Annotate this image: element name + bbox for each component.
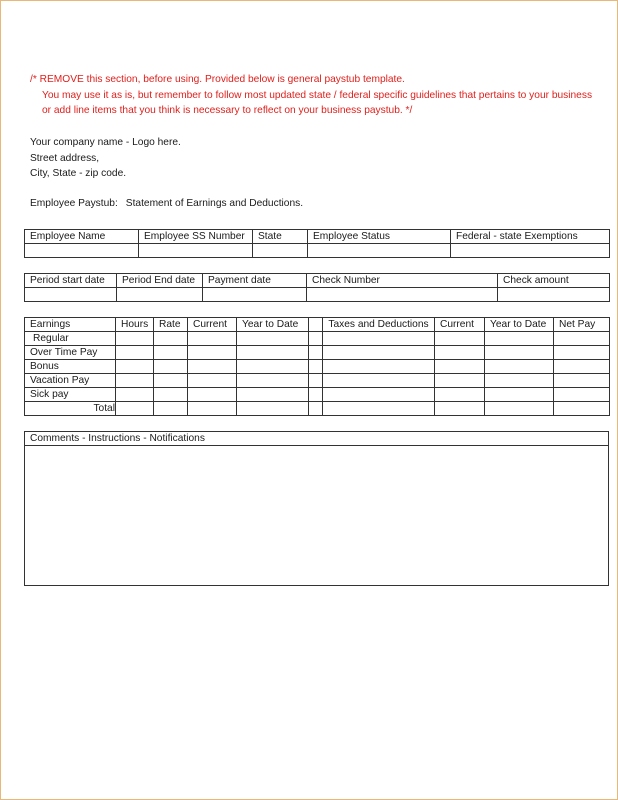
employee-ss-header: Employee SS Number (139, 230, 253, 244)
earnings-row-bonus (25, 360, 610, 374)
hours-header: Hours (116, 318, 154, 332)
current-cell[interactable] (188, 374, 237, 388)
net-pay-cell[interactable] (554, 374, 610, 388)
tax-current-header: Current (435, 318, 485, 332)
employee-ss-cell[interactable] (139, 244, 253, 258)
remove-notice (30, 72, 610, 119)
ytd-header: Year to Date (237, 318, 309, 332)
hours-cell[interactable] (116, 346, 154, 360)
net-pay-cell[interactable] (554, 360, 610, 374)
employee-table (24, 229, 610, 258)
hours-cell[interactable] (116, 388, 154, 402)
employee-status-cell[interactable] (308, 244, 451, 258)
tax-ytd-cell[interactable] (485, 388, 554, 402)
rate-cell[interactable] (154, 402, 188, 416)
exemptions-cell[interactable] (451, 244, 610, 258)
current-cell[interactable] (188, 402, 237, 416)
comments-body[interactable] (25, 446, 608, 584)
period-start-cell[interactable] (25, 288, 117, 302)
ytd-cell[interactable] (237, 374, 309, 388)
tax-ytd-cell[interactable] (485, 332, 554, 346)
employee-name-cell[interactable] (25, 244, 139, 258)
ytd-cell[interactable] (237, 360, 309, 374)
net-pay-header: Net Pay (554, 318, 610, 332)
check-number-cell[interactable] (307, 288, 498, 302)
spacer-cell (309, 402, 323, 416)
earnings-row-overtime (25, 346, 610, 360)
row-label-vacation: Vacation Pay (25, 374, 116, 388)
check-amount-cell[interactable] (498, 288, 610, 302)
state-header: State (253, 230, 308, 244)
current-header: Current (188, 318, 237, 332)
rate-cell[interactable] (154, 346, 188, 360)
current-cell[interactable] (188, 346, 237, 360)
payment-date-cell[interactable] (203, 288, 307, 302)
spacer-header (309, 318, 323, 332)
row-label-bonus: Bonus (25, 360, 116, 374)
tax-cell[interactable] (323, 388, 435, 402)
spacer-cell (309, 332, 323, 346)
earnings-table (24, 317, 610, 416)
tax-cell[interactable] (323, 402, 435, 416)
earnings-header: Earnings (25, 318, 116, 332)
notice-line-3: or add line items that you think is necessary to reflect on your business paystub. */ (42, 105, 413, 117)
paystub-title (30, 198, 303, 209)
rate-cell[interactable] (154, 332, 188, 346)
rate-header: Rate (154, 318, 188, 332)
taxes-header: Taxes and Deductions (323, 318, 435, 332)
comments-header: Comments - Instructions - Notifications (25, 432, 608, 446)
check-number-header: Check Number (307, 274, 498, 288)
state-cell[interactable] (253, 244, 308, 258)
rate-cell[interactable] (154, 388, 188, 402)
tax-current-cell[interactable] (435, 346, 485, 360)
period-start-header: Period start date (25, 274, 117, 288)
paystub-label: Employee Paystub: (30, 198, 118, 209)
company-city: City, State - zip code. (30, 168, 127, 180)
comments-box (24, 431, 609, 586)
rate-cell[interactable] (154, 360, 188, 374)
period-end-header: Period End date (117, 274, 203, 288)
rate-cell[interactable] (154, 374, 188, 388)
tax-cell[interactable] (323, 332, 435, 346)
tax-cell[interactable] (323, 360, 435, 374)
tax-current-cell[interactable] (435, 332, 485, 346)
employee-value-row (25, 244, 610, 258)
company-street: Street address, (30, 152, 100, 164)
tax-ytd-cell[interactable] (485, 402, 554, 416)
tax-ytd-header: Year to Date (485, 318, 554, 332)
tax-current-cell[interactable] (435, 360, 485, 374)
ytd-cell[interactable] (237, 332, 309, 346)
period-value-row (25, 288, 610, 302)
tax-ytd-cell[interactable] (485, 346, 554, 360)
payment-date-header: Payment date (203, 274, 307, 288)
ytd-cell[interactable] (237, 388, 309, 402)
net-pay-cell[interactable] (554, 332, 610, 346)
net-pay-cell[interactable] (554, 346, 610, 360)
hours-cell[interactable] (116, 402, 154, 416)
spacer-cell (309, 374, 323, 388)
paystub-subtitle: Statement of Earnings and Deductions. (125, 198, 304, 209)
net-pay-cell[interactable] (554, 402, 610, 416)
earnings-row-regular (25, 332, 610, 346)
ytd-cell[interactable] (237, 402, 309, 416)
company-block (30, 135, 181, 182)
current-cell[interactable] (188, 360, 237, 374)
company-name: Your company name - Logo here. (30, 137, 181, 148)
earnings-header-row (25, 318, 610, 332)
notice-line-2: You may use it as is, but remember to follow most updated state / federal specific guidelines that pertains to your business (42, 89, 593, 101)
period-header-row (25, 274, 610, 288)
hours-cell[interactable] (116, 332, 154, 346)
tax-current-cell[interactable] (435, 388, 485, 402)
earnings-row-sick (25, 388, 610, 402)
tax-current-cell[interactable] (435, 402, 485, 416)
current-cell[interactable] (188, 332, 237, 346)
tax-cell[interactable] (323, 374, 435, 388)
current-cell[interactable] (188, 388, 237, 402)
earnings-row-total (25, 402, 610, 416)
hours-cell[interactable] (116, 374, 154, 388)
row-label-overtime: Over Time Pay (25, 346, 116, 360)
row-label-regular: Regular (25, 332, 116, 346)
employee-name-header: Employee Name (25, 230, 139, 244)
tax-ytd-cell[interactable] (485, 360, 554, 374)
tax-cell[interactable] (323, 346, 435, 360)
exemptions-header: Federal - state Exemptions (451, 230, 610, 244)
spacer-cell (309, 346, 323, 360)
net-pay-cell[interactable] (554, 388, 610, 402)
check-amount-header: Check amount (498, 274, 610, 288)
row-label-total: Total (25, 402, 116, 416)
ytd-cell[interactable] (237, 346, 309, 360)
employee-header-row (25, 230, 610, 244)
tax-current-cell[interactable] (435, 374, 485, 388)
notice-line-1: /* REMOVE this section, before using. Provided below is general paystub template. (30, 74, 405, 85)
earnings-row-vacation (25, 374, 610, 388)
spacer-cell (309, 360, 323, 374)
period-table (24, 273, 610, 302)
employee-status-header: Employee Status (308, 230, 451, 244)
tax-ytd-cell[interactable] (485, 374, 554, 388)
hours-cell[interactable] (116, 360, 154, 374)
row-label-sick: Sick pay (25, 388, 116, 402)
spacer-cell (309, 388, 323, 402)
period-end-cell[interactable] (117, 288, 203, 302)
